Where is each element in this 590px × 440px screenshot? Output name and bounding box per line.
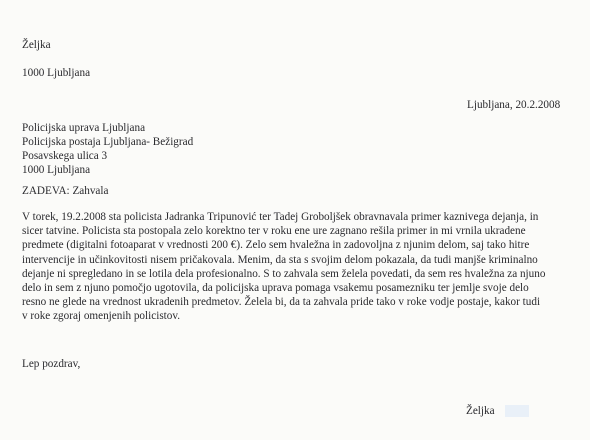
recipient-line-1: Policijska uprava Ljubljana [22, 122, 146, 134]
letter-body [22, 210, 574, 324]
subject-line: ZADEVA: Zahvala [22, 185, 109, 197]
signature: Željka [466, 405, 495, 417]
sender-city: 1000 Ljubljana [22, 67, 91, 79]
body-line: sicer tatvine. Policista sta postopala zelo korektno ter v roku ene ure zagnano rešila primer in mi vrnila ukradene [22, 225, 526, 238]
recipient-line-2: Policijska postaja Ljubljana- Bežigrad [22, 136, 194, 148]
recipient-line-4: 1000 Ljubljana [22, 164, 91, 176]
body-line: predmete (digitalni fotoaparat v vrednosti 200 €). Zelo sem hvaležna in zadovoljna z njunim delom, saj tako hitre [22, 239, 530, 252]
body-line: v roke zgoraj omenjenih policistov. [22, 310, 181, 323]
closing: Lep pozdrav, [22, 358, 81, 370]
place-date: Ljubljana, 20.2.2008 [467, 99, 561, 111]
body-line: intervencije in učinkovitosti nisem pričakovala. Menim, da sta s svojim delom pokazala, da tudi manjše kriminalno [22, 253, 538, 266]
body-line: delo in sem z njuno pomočjo ugotovila, da policijska uprava pomaga vsakemu posamezniku ter jemlje svoje delo [22, 282, 529, 295]
sender-name: Željka [22, 39, 51, 51]
redaction-mark [505, 405, 529, 417]
body-line: dejanje ni spregledano in se lotila dela profesionalno. S to zahvala sem želela povedati, da sem res hvaležna za njuno [22, 267, 546, 280]
body-line: resno ne glede na vrednost ukradenih predmetov. Želela bi, da ta zahvala pride tako v roke vodje postaje, kakor tudi [22, 296, 541, 309]
body-line: V torek, 19.2.2008 sta policista Jadranka Tripunović ter Tadej Groboljšek obravnavala primer kaznivega dejanja, in [22, 211, 539, 223]
recipient-line-3: Posavskega ulica 3 [22, 150, 108, 162]
